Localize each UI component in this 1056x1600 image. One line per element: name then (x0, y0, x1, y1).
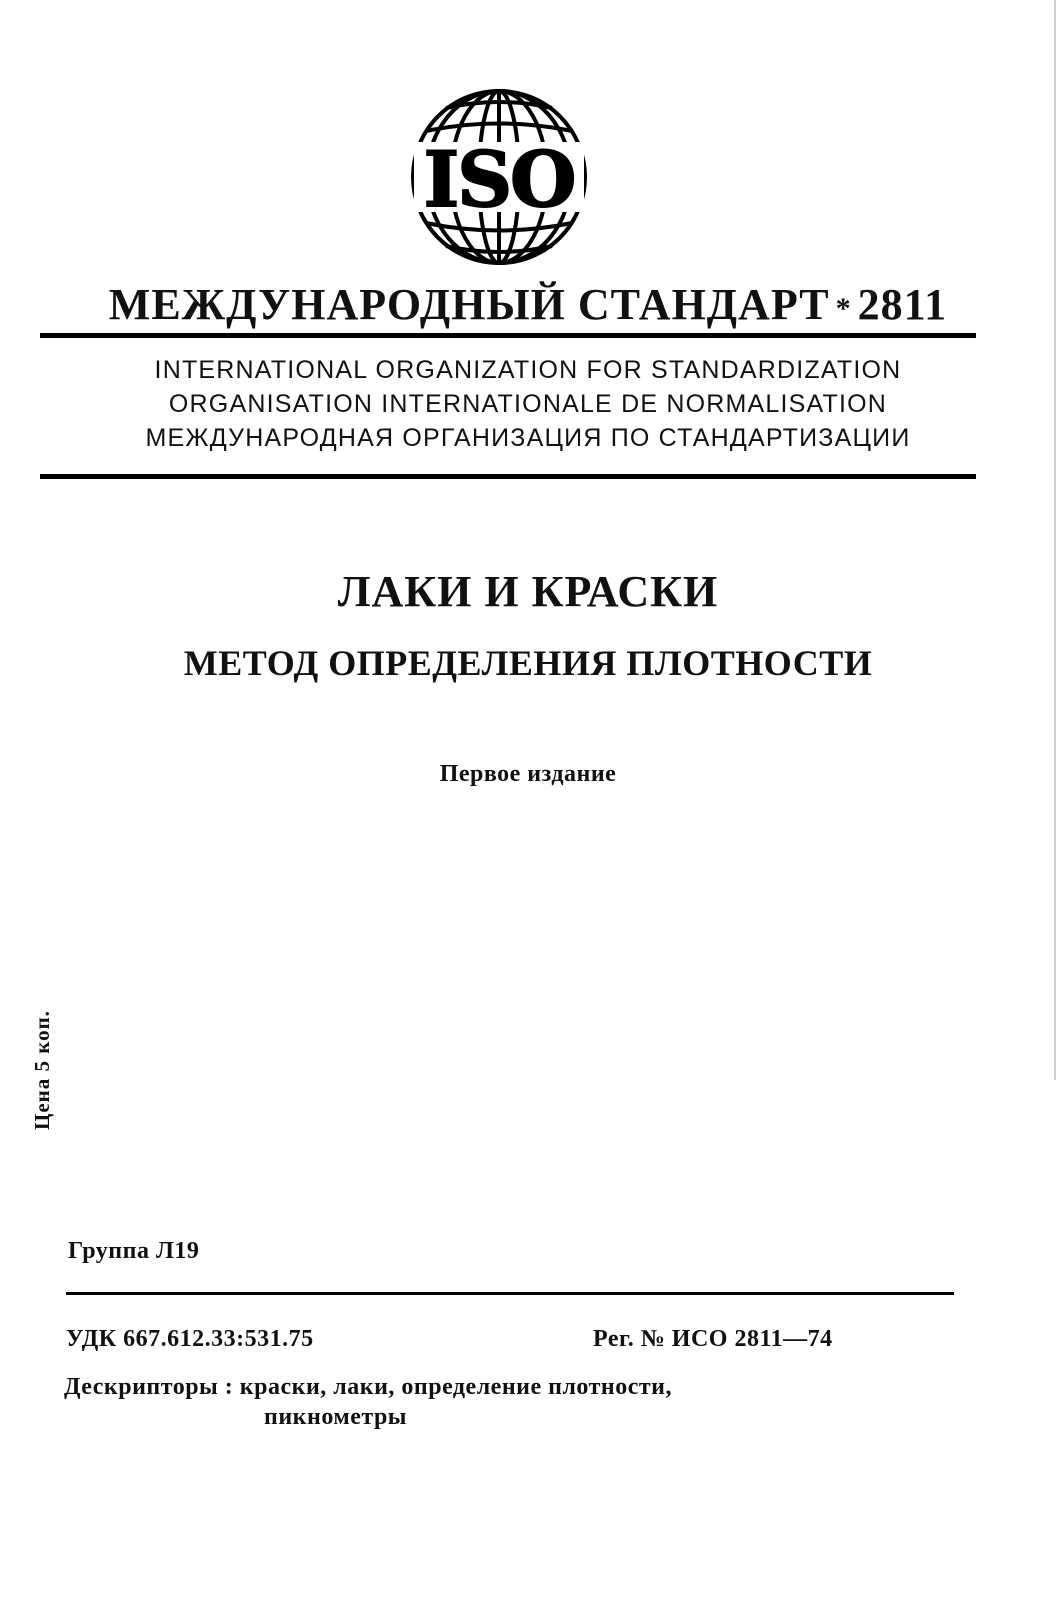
document-title: ЛАКИ И КРАСКИ (337, 567, 719, 616)
registration-number: Рег. № ИСО 2811—74 (593, 1326, 833, 1352)
org-name-fr: ORGANISATION INTERNATIONALE DE NORMALISATION (168, 390, 888, 418)
top-rule (40, 333, 976, 338)
org-name-ru: МЕЖДУНАРОДНАЯ ОРГАНИЗАЦИЯ ПО СТАНДАРТИЗАЦИИ (145, 424, 911, 452)
price-note: Цена 5 коп. (30, 1010, 54, 1130)
iso-logo (408, 86, 590, 268)
middle-rule (40, 474, 976, 479)
descriptors-line-2: пикнометры (264, 1404, 408, 1430)
footer-rule (66, 1292, 954, 1295)
edition-label: Первое издание (439, 761, 617, 787)
udk-code: УДК 667.612.33:531.75 (66, 1326, 314, 1352)
group-label: Группа Л19 (68, 1238, 200, 1264)
star-separator: * (835, 291, 852, 325)
document-subtitle: МЕТОД ОПРЕДЕЛЕНИЯ ПЛОТНОСТИ (183, 643, 873, 683)
standard-number: 2811 (857, 280, 948, 329)
descriptors-line-1: Дескрипторы : краски, лаки, определение плотности, (64, 1374, 672, 1400)
standard-title-text: МЕЖДУНАРОДНЫЙ СТАНДАРТ (108, 280, 830, 329)
logo-text: ISO (423, 135, 575, 224)
standard-title (0, 279, 1056, 330)
org-name-en: INTERNATIONAL ORGANIZATION FOR STANDARDIZATION (154, 356, 902, 384)
